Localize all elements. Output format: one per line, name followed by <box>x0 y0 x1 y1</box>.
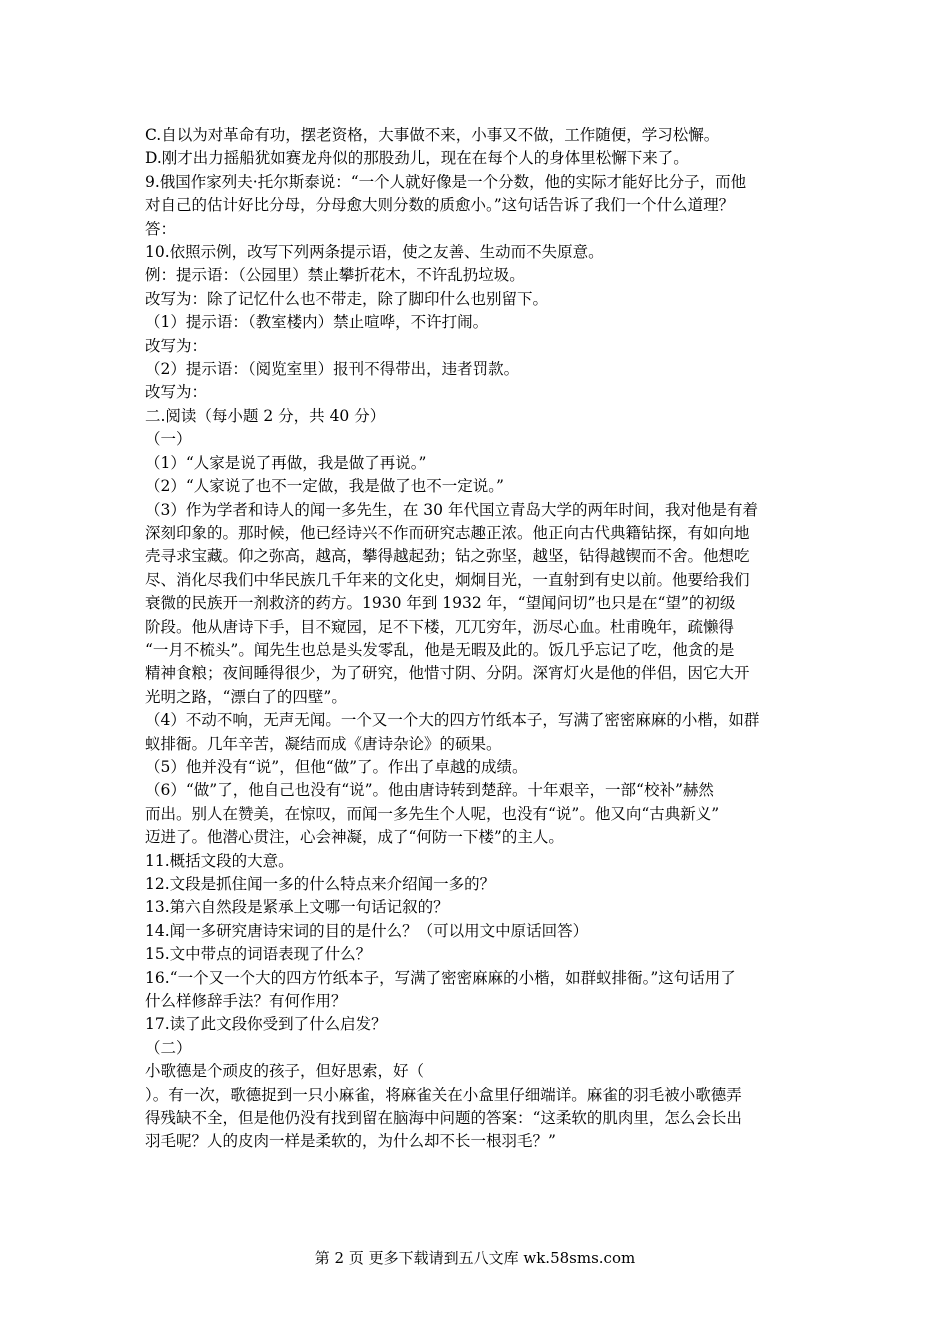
paragraph-line: 迈进了。他潜心贯注，心会神凝，成了“何防一下楼”的主人。 <box>145 828 564 847</box>
document-body <box>145 124 813 1154</box>
question-15: 15.文中带点的词语表现了什么？ <box>145 945 372 964</box>
subsection-heading: （一） <box>145 430 192 449</box>
paragraph-line: 羽毛呢？人的皮肉一样是柔软的，为什么却不长一根羽毛？” <box>145 1132 556 1151</box>
paragraph-line: 尽、消化尽我们中华民族几千年来的文化史，炯炯目光，一直射到有史以前。他要给我们 <box>145 570 750 589</box>
text-line: 改写为：除了记忆什么也不带走，除了脚印什么也别留下。 <box>145 289 549 308</box>
section-heading: 二.阅读（每小题 2 分，共 40 分） <box>145 406 386 425</box>
text-line: （1）提示语：（教室楼内）禁止喧哗，不许打闹。 <box>145 313 489 332</box>
paragraph-line: 得残缺不全，但是他仍没有找到留在脑海中问题的答案：“这柔软的肌肉里，怎么会长出 <box>145 1109 742 1128</box>
paragraph-line: 精神食粮；夜间睡得很少，为了研究，他惜寸阴、分阴。深宵灯火是他的伴侣，因它大开 <box>145 664 750 683</box>
paragraph-line: ）。有一次，歌德捉到一只小麻雀，将麻雀关在小盒里仔细端详。麻雀的羽毛被小歌德弄 <box>145 1085 742 1104</box>
question-9: 9.俄国作家列夫·托尔斯泰说：“一个人就好像是一个分数，他的实际才能好比分子，而他 <box>145 172 747 191</box>
text-line: 什么样修辞手法？有何作用？ <box>145 992 347 1011</box>
paragraph-line: （3）作为学者和诗人的闻一多先生，在 30 年代国立青岛大学的两年时间，我对他是有着 <box>145 500 758 519</box>
page-footer: 第 2 页 更多下载请到五八文库 wk.58sms.com <box>314 1249 636 1267</box>
paragraph-line: 而出。别人在赞美，在惊叹，而闻一多先生个人呢，也没有“说”。他又向“古典新义” <box>145 804 720 823</box>
question-13: 13.第六自然段是紧承上文哪一句话记叙的？ <box>145 898 449 917</box>
question-16: 16.“一个又一个大的四方竹纸本子，写满了密密麻麻的小楷，如群蚁排衙。”这句话用了 <box>145 968 736 987</box>
paragraph-line: （1）“人家是说了再做，我是做了再说。” <box>145 453 427 472</box>
question-17: 17.读了此文段你受到了什么启发？ <box>145 1015 387 1034</box>
text-line: （2）提示语：（阅览室里）报刊不得带出，违者罚款。 <box>145 360 520 379</box>
subsection-heading: （二） <box>145 1038 192 1057</box>
answer-label: 答： <box>145 219 177 238</box>
paragraph-line: 壳寻求宝藏。仰之弥高，越高，攀得越起劲；钻之弥坚，越坚，钻得越锲而不舍。他想吃 <box>145 547 750 566</box>
paragraph-line: 光明之路，“漂白了的四壁”。 <box>145 687 347 706</box>
text-line: 改写为： <box>145 336 208 355</box>
question-14: 14.闻一多研究唐诗宋词的目的是什么？（可以用文中原话回答） <box>145 921 589 940</box>
text-line: 对自己的估计好比分母，分母愈大则分数的质愈小。”这句话告诉了我们一个什么道理？ <box>145 196 735 215</box>
paragraph-line: 阶段。他从唐诗下手，目不窥园，足不下楼，兀兀穷年，沥尽心血。杜甫晚年，疏懒得 <box>145 617 735 636</box>
text-line: D.刚才出力摇船犹如赛龙舟似的那股劲儿，现在在每个人的身体里松懈下来了。 <box>145 149 689 168</box>
question-11: 11.概括文段的大意。 <box>145 851 294 870</box>
paragraph-line: （6）“做”了，他自己也没有“说”。他由唐诗转到楚辞。十年艰辛，一部“校补”赫然 <box>145 781 714 800</box>
paragraph-line: 小歌德是个顽皮的孩子，但好思索，好（ <box>145 1062 425 1081</box>
paragraph-line: 蚁排衙。几年辛苦，凝结而成《唐诗杂论》的硕果。 <box>145 734 502 753</box>
paragraph-line: （2）“人家说了也不一定做，我是做了也不一定说。” <box>145 477 504 496</box>
question-10: 10.依照示例，改写下列两条提示语，使之友善、生动而不失原意。 <box>145 243 604 262</box>
question-12: 12.文段是抓住闻一多的什么特点来介绍闻一多的？ <box>145 875 496 893</box>
paragraph-line: 衰微的民族开一剂救济的药方。1930 年到 1932 年，“望闻问切”也只是在“望”的初级 <box>145 594 736 613</box>
text-line: C.自以为对革命有功，摆老资格，大事做不来，小事又不做，工作随便，学习松懈。 <box>145 126 720 144</box>
paragraph-line: “一月不梳头”。闻先生也总是头发零乱，他是无暇及此的。饭几乎忘记了吃，他贪的是 <box>145 640 735 659</box>
text-line: 改写为： <box>145 383 208 402</box>
paragraph-line: （4）不动不响，无声无闻。一个又一个大的四方竹纸本子，写满了密密麻麻的小楷，如群 <box>145 711 760 730</box>
paragraph-line: 深刻印象的。那时候，他已经诗兴不作而研究志趣正浓。他正向古代典籍钻探，有如向地 <box>145 523 750 542</box>
paragraph-line: （5）他并没有“说”，但他“做”了。作出了卓越的成绩。 <box>145 757 528 776</box>
text-line: 例：提示语：（公园里）禁止攀折花木，不许乱扔垃圾。 <box>145 266 525 285</box>
